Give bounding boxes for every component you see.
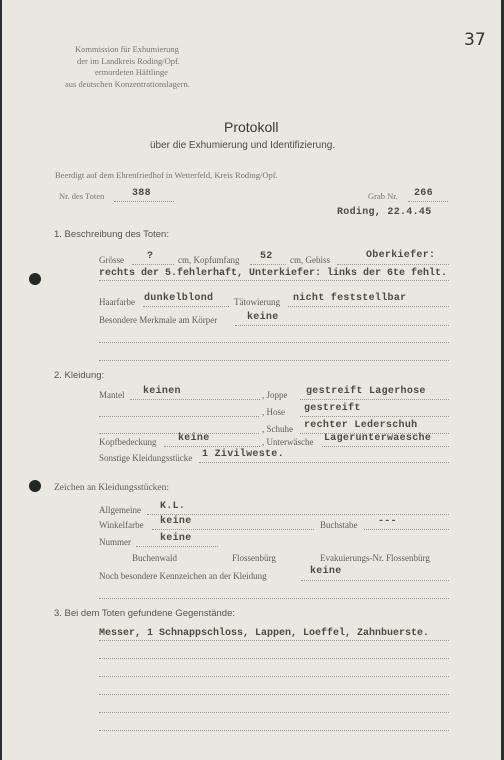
letter-label: Buchstabe [320,520,358,530]
place-date: Roding, 22.4.45 [337,207,432,218]
found-items-value: Messer, 1 Schnappschloss, Lappen, Loeffel, Zahnbuerste. [99,628,430,639]
marks-section-title: Zeichen an Kleidungsstücken: [54,483,170,493]
page-number: 37 [464,30,486,50]
header-line-2: der im Landkreis Roding/Opf. [77,56,180,66]
other-marks-value: keine [310,566,342,577]
tattoo-label: Tätowierung [234,297,280,307]
coat-value: keinen [143,386,181,397]
letter-value: --- [378,516,397,527]
underwear-value: Lagerunterwaesche [324,433,432,444]
dead-no-label: Nr. des Toten [59,191,105,201]
teeth-line-2: rechts der 5.fehlerhaft, Unterkiefer: links der 6te fehlt. [99,268,448,279]
marks-value: keine [247,312,279,323]
other-marks-label: Noch besondere Kennzeichen an der Kleidung [99,571,267,581]
general-mark-value: K.L. [160,501,186,512]
trousers-label: , Hose [262,407,285,417]
burial-place: Beerdigt auf dem Ehrenfriedhof in Wetterfeld, Kreis Roding/Opf. [55,170,278,180]
dead-no-value: 388 [132,188,151,199]
punch-hole [29,273,41,285]
marks-label: Besondere Merkmale am Körper [99,315,218,325]
jacket-label: , Joppe [262,390,288,400]
shoes-label: , Schuhe [262,424,293,434]
column-flossenbuerg: Flossenbürg [232,553,276,563]
coat-label: Mantel [99,390,125,400]
other-clothing-label: Sonstige Kleidungsstücke [99,453,193,463]
number-value: keine [160,533,192,544]
section-1-title: 1. Beschreibung des Toten: [54,229,169,240]
teeth-value: Oberkiefer: [366,250,436,261]
grave-no-label: Grab Nr. [368,191,398,201]
angle-color-label: Winkelfarbe [99,520,144,530]
header-line-4: aus deutschen Konzentrationslagern. [65,79,190,89]
punch-hole [29,480,41,492]
underwear-label: , Unterwäsche [262,437,314,447]
section-2-title: 2. Kleidung: [54,370,105,381]
document-subtitle: über die Exhumierung und Identifizierung. [150,140,336,151]
grave-no-value: 266 [414,188,433,199]
section-3-title: 3. Bei dem Toten gefundene Gegenstände: [54,608,235,619]
document-page [2,0,501,760]
header-line-3: ermordeten Häftlinge [95,67,168,77]
header-line-1: Kommission für Exhumierung [75,44,179,54]
shoes-value: rechter Lederschuh [304,420,418,431]
angle-color-value: keine [160,516,192,527]
tattoo-value: nicht feststellbar [293,293,407,304]
jacket-value: gestreift Lagerhose [306,386,426,397]
document-title: Protokoll [224,119,279,135]
cm-teeth-label: cm, Gebiss [290,255,330,265]
size-label: Grösse [99,255,124,265]
general-mark-label: Allgemeine [99,505,141,515]
hair-value: dunkelblond [144,293,214,304]
column-evacuation-number: Evakuierungs-Nr. Flossenbürg [320,553,430,563]
cm-headsize-label: cm, Kopfumfang [178,255,240,265]
hair-label: Haarfarbe [99,297,135,307]
column-buchenwald: Buchenwald [132,553,177,563]
other-clothing-value: 1 Zivilweste. [202,449,284,460]
size-value: ? [147,251,154,262]
headwear-label: Kopfbedeckung [99,437,157,447]
head-size-value: 52 [260,251,273,262]
headwear-value: keine [178,433,210,444]
number-label: Nummer [99,537,131,547]
trousers-value: gestreift [304,403,361,414]
